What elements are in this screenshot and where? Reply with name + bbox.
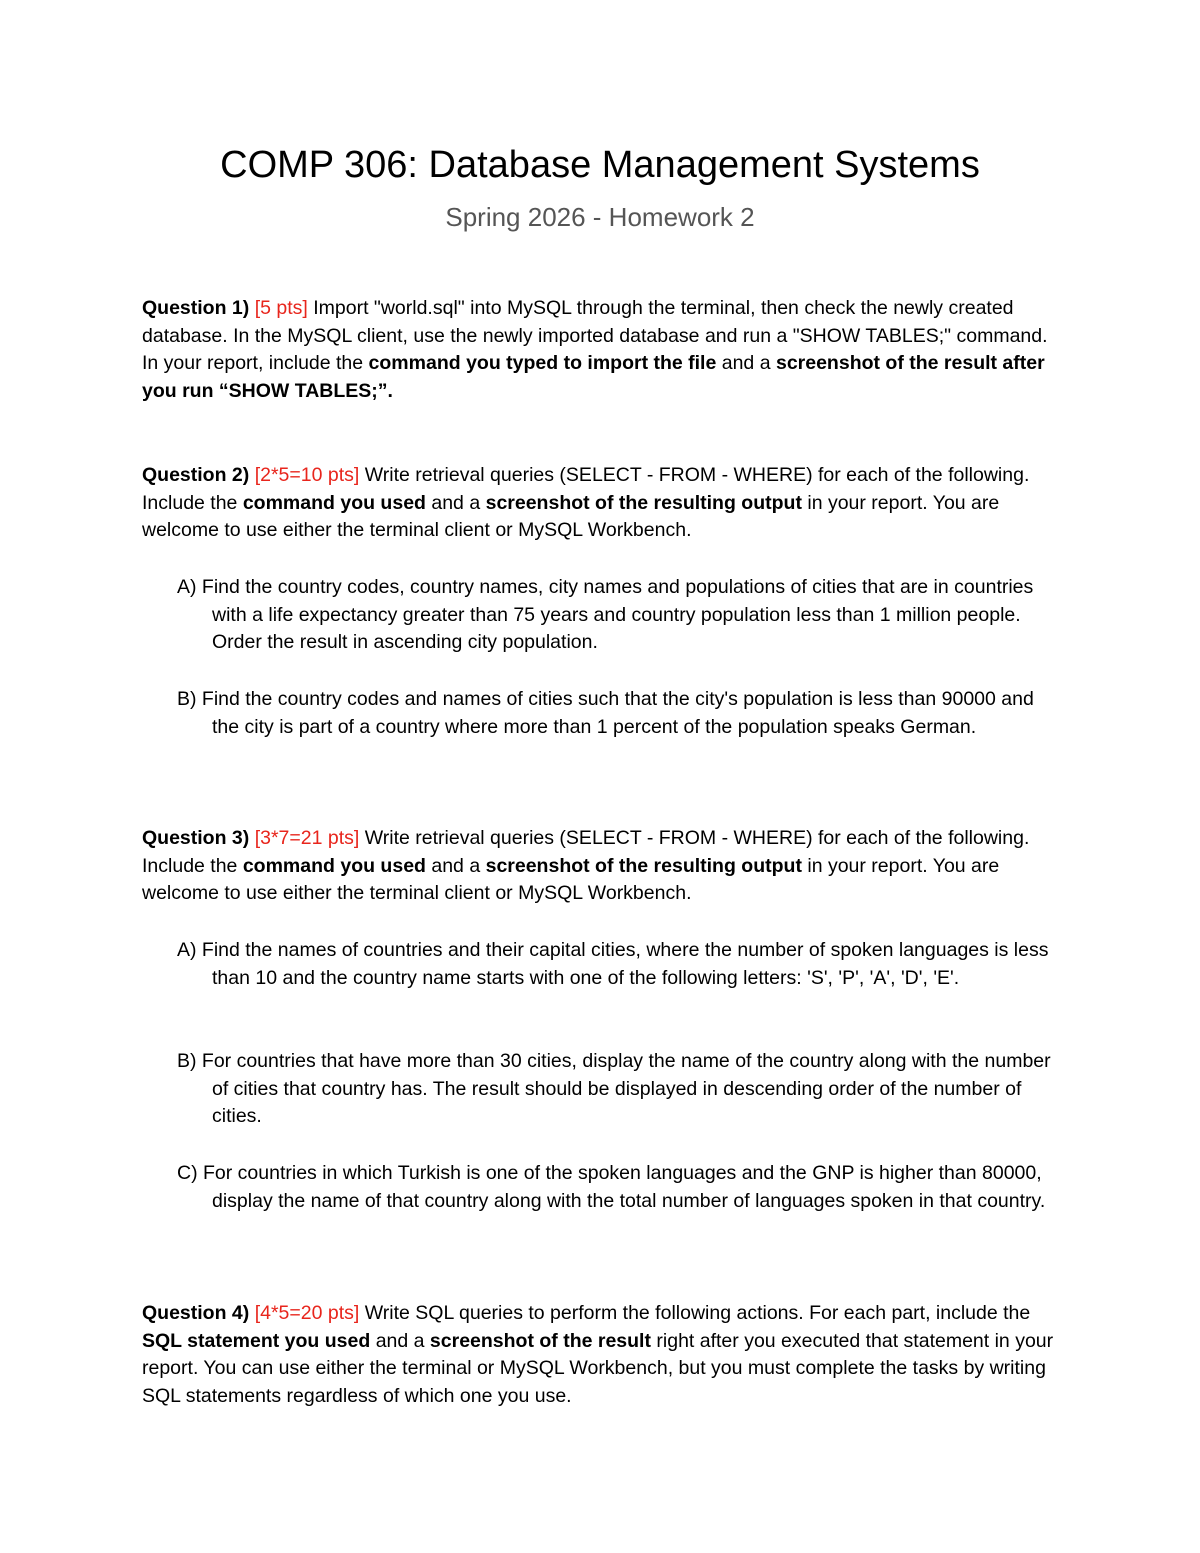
question-4-paragraph <box>142 1300 1062 1410</box>
question-2-item-b: B) Find the country codes and names of cities such that the city's population is less than 90000 and the city is part of a country where more than 1 percent of the population speaks German. <box>177 688 1034 738</box>
question-3-text-c: in your report. You are welcome to use either the terminal client or MySQL Workbench. <box>142 854 1000 904</box>
question-4-text-c: right after you executed that statement in your report. You can use either the terminal or MySQL Workbench, but you must complete the tasks by writing SQL statements regardless of which one you use. <box>142 1329 1054 1407</box>
question-3-bold-b: screenshot of the resulting output <box>485 854 802 877</box>
question-2-item-a: A) Find the country codes, country names, city names and populations of cities that are in countries with a life expectancy greater than 75 years and country population less than 1 million people. Order the result in ascending city population. <box>177 576 1034 653</box>
question-2-label: Question 2) <box>142 464 250 486</box>
question-2-paragraph <box>142 462 1062 545</box>
question-3-paragraph <box>142 825 1062 908</box>
question-3-item-b: B) For countries that have more than 30 cities, display the name of the country along with the number of cities that country has. The result should be displayed in descending order of the number of cities. <box>177 1050 1051 1127</box>
question-3-points: [3*7=21 pts] <box>254 827 360 849</box>
question-1-points: [5 pts] <box>254 297 308 319</box>
question-4-points: [4*5=20 pts] <box>254 1302 360 1324</box>
question-3-bold-a: command you used <box>242 854 426 877</box>
document-title: COMP 306: Database Management Systems <box>220 144 980 186</box>
question-3-text-a: Write retrieval queries (SELECT - FROM - WHERE) for each of the following. Include the <box>142 827 1030 877</box>
document-subtitle: Spring 2026 - Homework 2 <box>445 202 755 232</box>
question-3-item-c: C) For countries in which Turkish is one of the spoken languages and the GNP is higher than 80000, display the name of that country along with the total number of languages spoken in that country. <box>177 1162 1046 1212</box>
question-2-bold-b: screenshot of the resulting output <box>485 491 802 514</box>
question-3-item-a: A) Find the names of countries and their capital cities, where the number of spoken languages is less than 10 and the country name starts with one of the following letters: 'S', 'P', 'A', 'D', 'E'. <box>177 939 1049 989</box>
question-4-bold-a: SQL statement you used <box>142 1329 371 1352</box>
question-4-label: Question 4) <box>142 1302 250 1324</box>
question-1-paragraph <box>142 295 1062 405</box>
question-2-text-b: and a <box>425 491 486 514</box>
question-1-text-b: and a <box>716 352 776 374</box>
question-2-text-a: Write retrieval queries (SELECT - FROM - WHERE) for each of the following. Include the <box>142 464 1030 514</box>
question-2-bold-a: command you used <box>242 491 426 514</box>
question-4-text-a: Write SQL queries to perform the following actions. For each part, include the <box>359 1302 1031 1324</box>
question-1-text-a: Import "world.sql" into MySQL through the terminal, then check the newly created database. In the MySQL client, use the newly imported database and run a "SHOW TABLES;" command. In your report, include the <box>142 297 1048 374</box>
question-2-text-c: in your report. You are welcome to use either the terminal client or MySQL Workbench. <box>142 491 1000 541</box>
question-3-text-b: and a <box>425 854 486 877</box>
question-1-bold-b: screenshot of the result after you run “SHOW TABLES;”. <box>142 352 1045 402</box>
question-4-bold-b: screenshot of the result <box>429 1329 651 1352</box>
question-2-points: [2*5=10 pts] <box>254 464 360 486</box>
question-4-text-b: and a <box>370 1329 430 1352</box>
question-3-label: Question 3) <box>142 827 250 849</box>
question-1-label: Question 1) <box>142 297 250 319</box>
question-1-bold-a: command you typed to import the file <box>368 352 717 374</box>
